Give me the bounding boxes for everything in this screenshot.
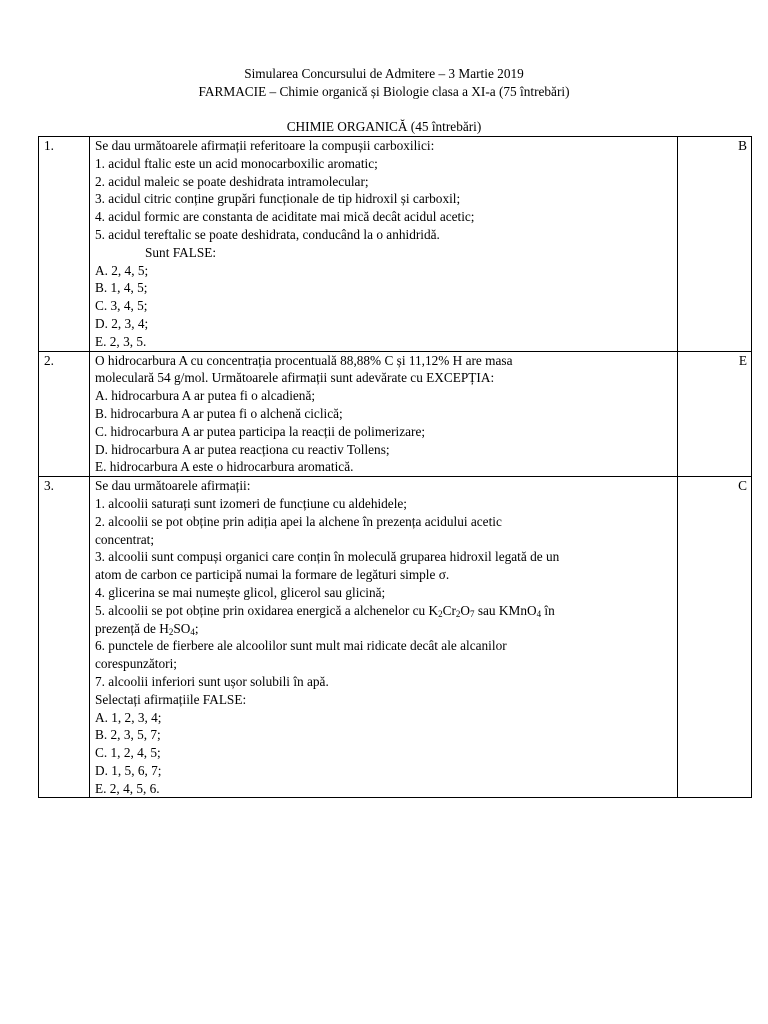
statement: 3. alcoolii sunt compuși organici care conțin în moleculă gruparea hidroxil legată de un: [95, 549, 560, 565]
question-stem: O hidrocarbura A cu concentrația procentuală 88,88% C și 11,12% H are masa: [95, 352, 513, 368]
statement: 5. acidul tereftalic se poate deshidrata, conducând la o anhidridă.: [95, 226, 440, 242]
question-stem: Se dau următoarele afirmații referitoare la compușii carboxilici:: [95, 138, 435, 153]
correct-answer: B: [678, 137, 752, 352]
subscript: 7: [470, 608, 475, 619]
header-subtitle: FARMACIE – Chimie organică și Biologie clasa a XI-a (75 întrebări): [198, 84, 570, 99]
question-stem: Se dau următoarele afirmații:: [95, 478, 251, 494]
statement: 7. alcoolii inferiori sunt ușor solubili în apă.: [95, 673, 329, 689]
statement-text: ;: [194, 620, 199, 636]
answer-option: C. 1, 2, 4, 5;: [95, 745, 161, 761]
question-number: 1.: [39, 137, 90, 352]
table-row: [39, 137, 752, 352]
statement: [95, 620, 673, 638]
answer-option: B. hidrocarbura A ar putea fi o alchenă ciclică;: [95, 405, 343, 421]
question-body: [90, 477, 678, 798]
subscript: 2: [455, 608, 461, 619]
answer-option: B. 1, 4, 5;: [95, 280, 148, 296]
statement-text: prezență de H: [95, 620, 169, 636]
answer-option: A. 1, 2, 3, 4;: [95, 709, 162, 725]
answer-option: D. hidrocarbura A ar putea reacționa cu reactiv Tollens;: [95, 441, 390, 457]
answer-option: E. 2, 4, 5, 6.: [95, 780, 160, 796]
statement: concentrat;: [95, 531, 155, 547]
subscript: 2: [168, 626, 174, 637]
statement: 1. alcoolii saturați sunt izomeri de funcțiune cu aldehidele;: [95, 495, 408, 511]
statement: atom de carbon ce participă numai la formare de legături simple σ.: [95, 567, 450, 583]
statement: 2. acidul maleic se poate deshidrata intramolecular;: [95, 173, 369, 189]
statement-text: în: [541, 602, 555, 618]
answer-option: E. hidrocarbura A este o hidrocarbura aromatică.: [95, 459, 354, 475]
question-prompt: Sunt FALSE:: [145, 244, 217, 260]
statement: 3. acidul citric conține grupări funcționale de tip hidroxil și carboxil;: [95, 191, 461, 207]
question-number: 3.: [39, 477, 90, 798]
questions-table: [38, 136, 752, 798]
statement: 1. acidul ftalic este un acid monocarboxilic aromatic;: [95, 155, 378, 171]
table-row: [39, 477, 752, 798]
header-title: Simularea Concursului de Admitere – 3 Martie 2019: [244, 66, 524, 81]
answer-option: D. 2, 3, 4;: [95, 315, 149, 331]
answer-option: C. 3, 4, 5;: [95, 298, 148, 314]
table-row: [39, 351, 752, 477]
answer-option: B. 2, 3, 5, 7;: [95, 727, 161, 743]
question-body: [90, 137, 678, 352]
answer-option: C. hidrocarbura A ar putea participa la reacții de polimerizare;: [95, 423, 426, 439]
statement-text: sau KMnO: [474, 602, 537, 618]
answer-option: A. hidrocarbura A ar putea fi o alcadienă;: [95, 388, 316, 404]
question-prompt: Selectați afirmațiile FALSE:: [95, 691, 247, 707]
statement-text: 5. alcoolii se pot obține prin oxidarea energică a alchenelor cu K: [95, 602, 439, 618]
statement: 4. acidul formic are constanta de aciditate mai mică decât acidul acetic;: [95, 209, 475, 225]
subscript: 4: [536, 608, 542, 619]
correct-answer: E: [678, 351, 752, 477]
document-header: [0, 65, 768, 101]
statement: 6. punctele de fierbere ale alcoolilor sunt mult mai ridicate decât ale alcanilor: [95, 638, 507, 654]
answer-option: E. 2, 3, 5.: [95, 333, 147, 349]
subscript: 4: [190, 626, 195, 637]
correct-answer: C: [678, 477, 752, 798]
answer-option: D. 1, 5, 6, 7;: [95, 762, 162, 778]
subscript: 2: [438, 608, 443, 619]
statement: corespunzători;: [95, 656, 177, 672]
formula-part: O: [460, 602, 471, 618]
section-title: CHIMIE ORGANICĂ (45 întrebări): [286, 119, 482, 134]
question-number: 2.: [39, 351, 90, 477]
statement: 4. glicerina se mai numește glicol, glicerol sau glicină;: [95, 584, 386, 600]
question-body: [90, 351, 678, 477]
formula-part: SO: [173, 620, 191, 636]
statement: [95, 602, 673, 620]
answer-option: A. 2, 4, 5;: [95, 262, 149, 278]
formula-part: Cr: [442, 602, 456, 618]
question-stem: moleculară 54 g/mol. Următoarele afirmații sunt adevărate cu EXCEPȚIA:: [95, 370, 495, 386]
statement: 2. alcoolii se pot obține prin adiția apei la alchene în prezența acidului acetic: [95, 513, 502, 529]
